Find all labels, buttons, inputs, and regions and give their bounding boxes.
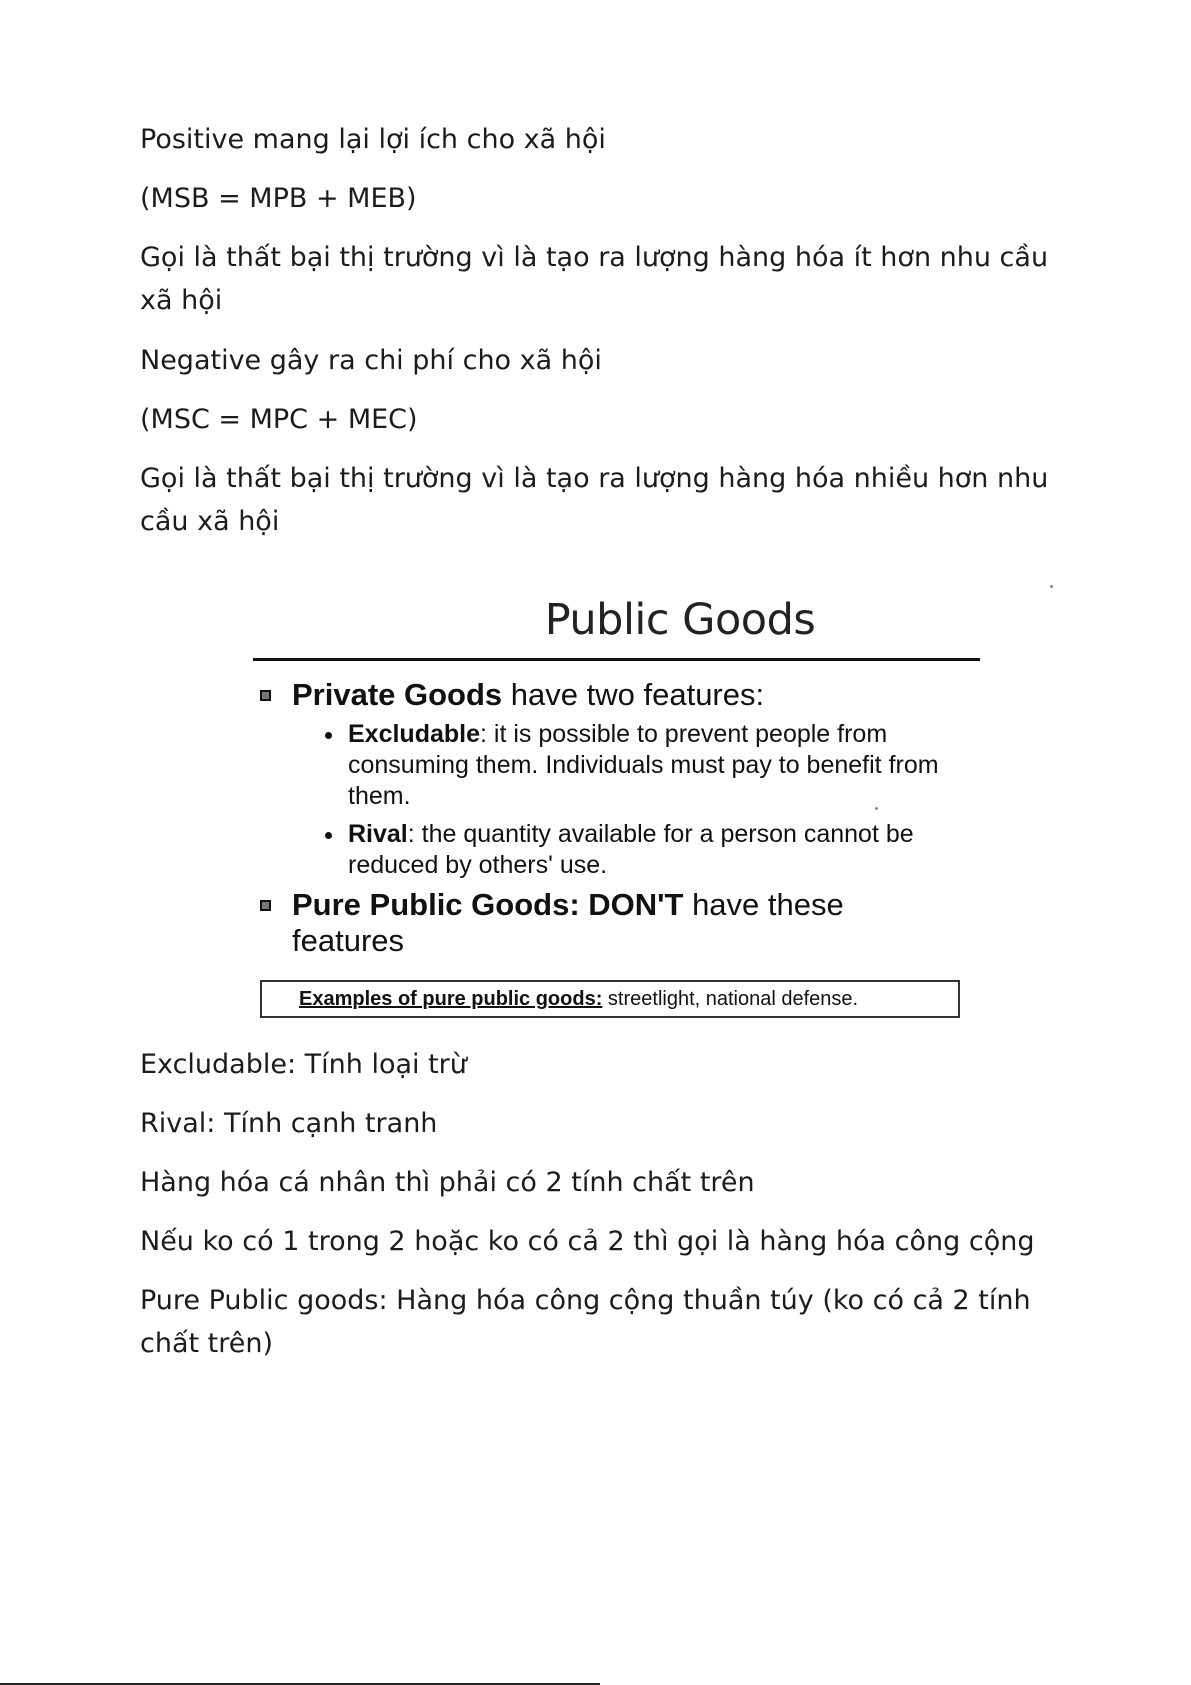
note-excludable-vi: Excludable: Tính loại trừ	[140, 1049, 467, 1080]
slide-title-rule	[253, 658, 980, 661]
pure-public-text: have these features	[292, 887, 844, 958]
note-private-goods-vi: Hàng hóa cá nhân thì phải có 2 tính chất trên	[140, 1167, 755, 1198]
excludable-label: Excludable	[348, 720, 480, 748]
private-goods-label: Private Goods	[292, 677, 503, 712]
public-goods-slide	[250, 585, 985, 1025]
scan-speck	[1050, 585, 1053, 588]
private-goods-text: have two features:	[502, 677, 765, 712]
examples-label: Examples of pure public goods:	[299, 988, 603, 1010]
square-bullet-icon	[260, 690, 271, 701]
excludable-text: : it is possible to prevent people from consuming them. Individuals must pay to benefit from them.	[348, 720, 939, 810]
note-positive: Positive mang lại lợi ích cho xã hội	[140, 124, 606, 155]
examples-box	[260, 980, 960, 1018]
examples-text: streetlight, national defense.	[602, 988, 859, 1010]
note-rival-vi: Rival: Tính cạnh tranh	[140, 1108, 438, 1139]
note-msc-formula: (MSC = MPC + MEC)	[140, 404, 418, 435]
note-negative-failure: Gọi là thất bại thị trường vì là tạo ra lượng hàng hóa nhiều hơn nhu cầu xã hội	[140, 463, 1049, 537]
round-bullet-icon	[325, 832, 332, 839]
note-negative: Negative gây ra chi phí cho xã hội	[140, 345, 602, 376]
rival-label: Rival	[348, 820, 408, 848]
pure-public-label: Pure Public Goods: DON'T	[292, 887, 684, 922]
note-public-goods-vi: Nếu ko có 1 trong 2 hoặc ko có cả 2 thì gọi là hàng hóa công cộng	[140, 1226, 1035, 1257]
note-msb-formula: (MSB = MPB + MEB)	[140, 183, 417, 214]
slide-title: Public Goods	[544, 595, 816, 645]
note-positive-failure: Gọi là thất bại thị trường vì là tạo ra lượng hàng hóa ít hơn nhu cầu xã hội	[140, 242, 1049, 316]
note-pure-public-vi: Pure Public goods: Hàng hóa công cộng thuần túy (ko có cả 2 tính chất trên)	[140, 1285, 1031, 1359]
scan-speck	[875, 807, 878, 810]
rival-text: : the quantity available for a person cannot be reduced by others' use.	[348, 820, 914, 879]
round-bullet-icon	[325, 732, 332, 739]
square-bullet-icon	[260, 900, 271, 911]
